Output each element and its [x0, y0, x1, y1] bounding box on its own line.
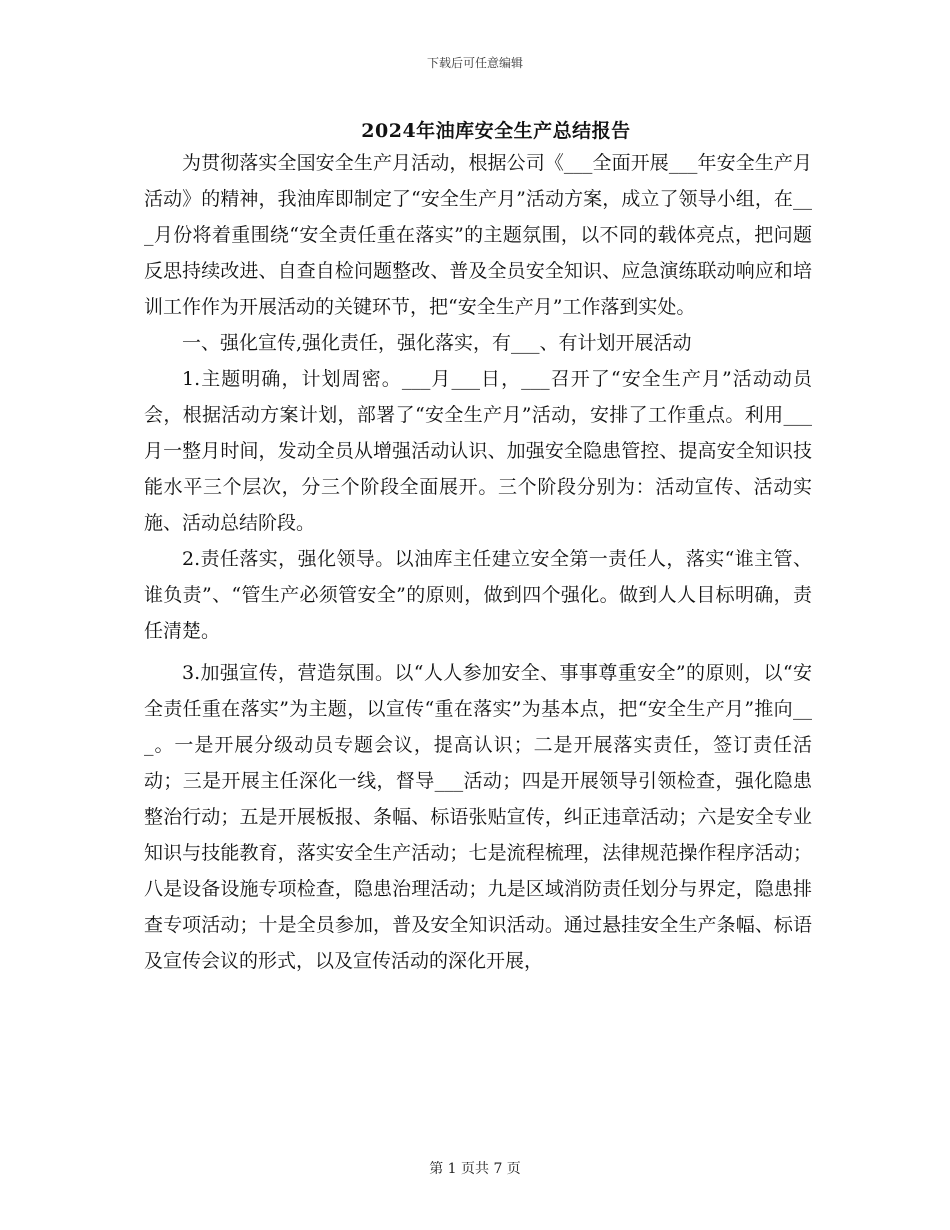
header-note: 下载后可任意编辑 [426, 56, 523, 70]
paragraph-item-2: 2.责任落实，强化领导。以油库主任建立安全第一责任人，落实“谁主管、谁负责”、“管生产必须管安全”的原则，做到四个强化。做到人人目标明确，责任清楚。 [144, 548, 812, 642]
paragraph-intro: 为贯彻落实全国安全生产月活动，根据公司《___全面开展___年安全生产月活动》的精神，我油库即制定了“安全生产月”活动方案，成立了领导小组，在___月份将着重围绕“安全责任重在落实”的主题氛围，以不同的载体亮点，把问题反思持续改进、自查自检问题整改、普及全员安全知识、应急演练联动响应和培训工作作为开展活动的关键环节，把“安全生产月”工作落到实处。 [144, 152, 812, 318]
paragraph-item-1: 1.主题明确，计划周密。___月___日，___召开了“安全生产月”活动动员会，根据活动方案计划，部署了“安全生产月”活动，安排了工作重点。利用___月一整月时间，发动全员从增强活动认识、加强安全隐患管控、提高安全知识技能水平三个层次，分三个阶段全面展开。三个阶段分别为：活动宣传、活动实施、活动总结阶段。 [144, 368, 812, 534]
paragraph-item-3: 3.加强宣传，营造氛围。以“人人参加安全、事事尊重安全”的原则，以“安全责任重在落实”为主题，以宣传“重在落实”为基本点，把“安全生产月”推向___。一是开展分级动员专题会议，提高认识；二是开展落实责任，签订责任活动；三是开展主任深化一线，督导___活动；四是开展领导引领检查，强化隐患整治行动；五是开展板报、条幅、标语张贴宣传，纠正违章活动；六是安全专业知识与技能教育，落实安全生产活动；七是流程梳理，法律规范操作程序活动；八是设备设施专项检查，隐患治理活动；九是区域消防责任划分与界定，隐患排查专项活动；十是全员参加，普及安全知识活动。通过悬挂安全生产条幅、标语及宣传会议的形式，以及宣传活动的深化开展， [144, 662, 812, 972]
page-number-footer: 第 1 页共 7 页 [429, 1161, 521, 1177]
section-heading-1: 一、强化宣传,强化责任，强化落实，有___、有计划开展活动 [182, 332, 692, 354]
document-title: 2024年油库安全生产总结报告 [361, 120, 631, 142]
document-body [144, 145, 812, 979]
